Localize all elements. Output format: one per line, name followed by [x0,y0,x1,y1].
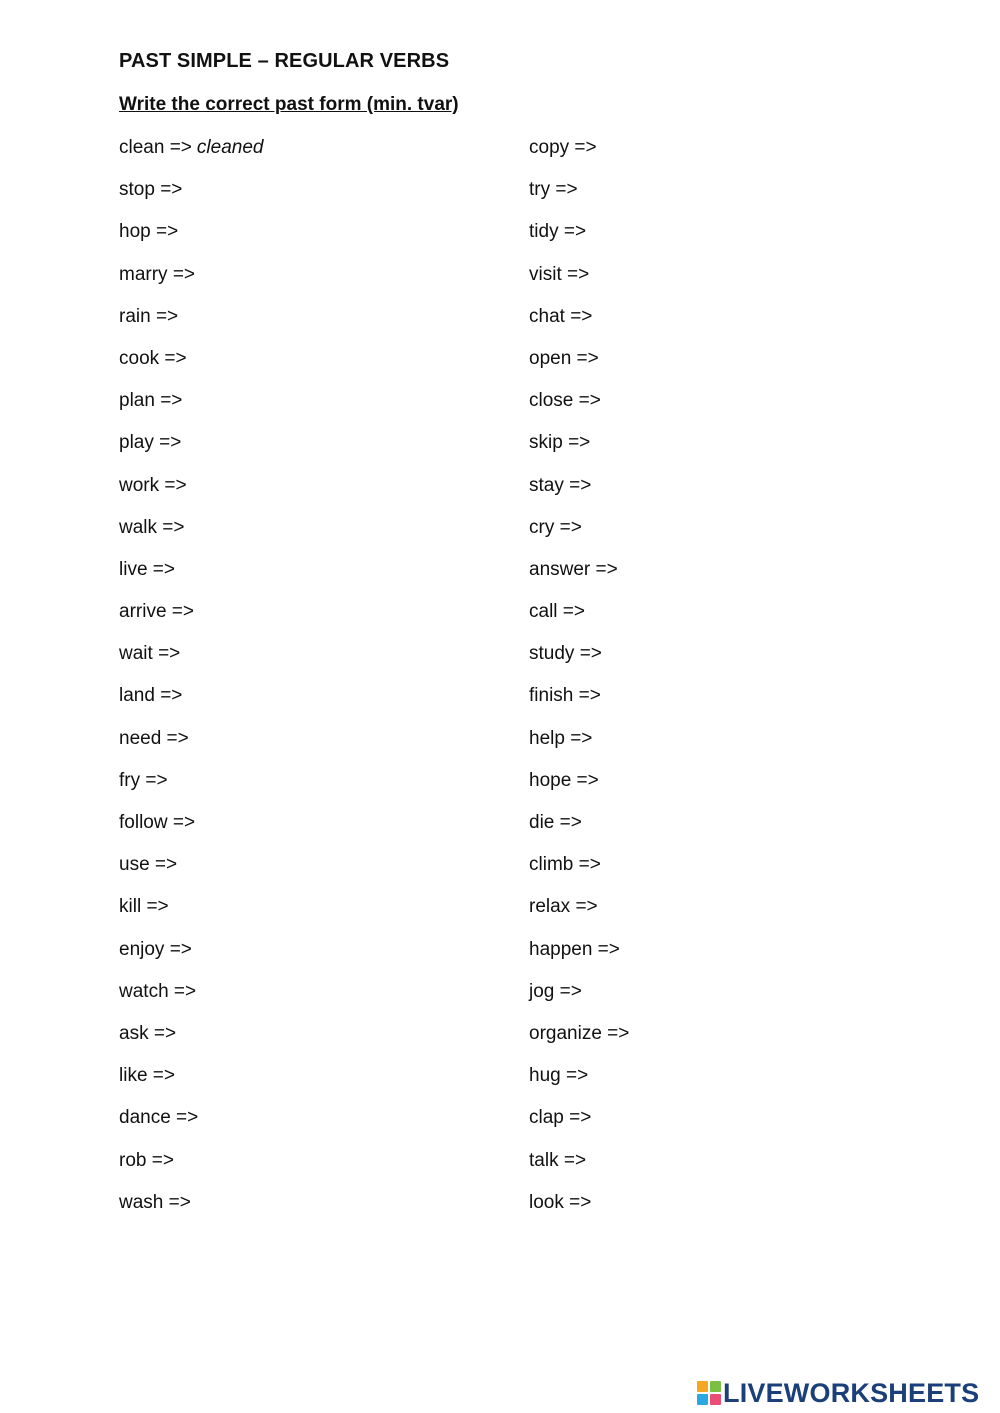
answer-field[interactable] [585,599,655,621]
answer-field[interactable] [591,473,661,495]
verb-prompt: chat => [529,305,593,327]
verb-prompt: kill => [119,896,169,918]
answer-field[interactable] [597,135,667,157]
verb-item [119,473,268,515]
answer-field[interactable] [196,979,266,1001]
left-verb-column [119,135,268,1232]
answer-field[interactable] [187,473,257,495]
answer-field[interactable] [578,177,648,199]
verb-item [119,515,268,557]
verb-prompt: die => [529,812,582,833]
answer-field[interactable] [586,1148,656,1170]
verb-item [529,979,699,1021]
verb-prompt: hope => [529,769,599,791]
verb-item [119,346,268,388]
verb-item [119,304,268,346]
verb-prompt: copy => [529,137,597,158]
verb-item [529,1105,699,1147]
verb-prompt: happen => [529,938,620,960]
verb-item [119,262,268,304]
verb-prompt: play => [119,432,182,454]
verb-prompt: live => [119,558,175,580]
answer-field[interactable] [180,641,250,663]
answer-field[interactable] [169,894,239,916]
answer-field[interactable] [601,388,671,410]
answer-field[interactable] [591,1105,661,1127]
verb-prompt: plan => [119,390,183,412]
answer-field[interactable] [184,515,254,537]
verb-prompt: hug => [529,1065,589,1087]
example-answer: cleaned [196,137,264,158]
verb-prompt: open => [529,347,599,369]
verb-prompt: stop => [119,179,183,201]
answer-field[interactable] [177,852,247,874]
verb-item [119,177,268,219]
verb-item [529,1190,699,1232]
verb-prompt: wait => [119,643,181,665]
verb-prompt: fry => [119,769,168,791]
verb-item [529,430,699,472]
verb-prompt: arrive => [119,601,194,623]
verb-prompt: follow => [119,812,196,833]
verb-item [529,683,699,725]
liveworksheets-logo [697,1377,979,1409]
answer-field[interactable] [178,219,248,241]
answer-field[interactable] [601,852,671,874]
verb-item [529,726,699,768]
verb-prompt: dance => [119,1107,199,1129]
verb-prompt: organize => [529,1022,630,1044]
answer-field[interactable] [620,937,690,959]
instructions: Write the correct past form (min. tvar) [119,94,459,115]
answer-field[interactable] [586,219,656,241]
verb-item [529,177,699,219]
verb-prompt: ask => [119,1022,177,1044]
verb-item [119,219,268,261]
verb-item [529,894,699,936]
verb-item [529,219,699,261]
answer-field[interactable] [195,810,265,832]
answer-field[interactable] [187,346,257,368]
liveworksheets-logo-icon [697,1381,721,1405]
verb-item [119,979,268,1021]
verb-prompt: jog => [529,980,582,1002]
verb-prompt: enjoy => [119,938,192,960]
verb-prompt: relax => [529,896,598,918]
verb-prompt: answer => [529,558,618,580]
right-verb-column [529,135,699,1232]
answer-field[interactable] [182,683,252,705]
answer-field[interactable] [599,346,669,368]
answer-field[interactable] [591,1190,661,1212]
verb-prompt: climb => [529,854,601,876]
verb-item [119,768,268,810]
verb-item [529,473,699,515]
verb-prompt: rain => [119,305,179,327]
answer-field[interactable] [189,726,259,748]
answer-field[interactable] [589,262,659,284]
answer-field[interactable] [178,304,248,326]
verb-item [119,1190,268,1232]
answer-field[interactable] [629,1021,699,1043]
answer-field[interactable] [182,177,252,199]
verb-prompt: marry => [119,263,196,285]
verb-prompt: close => [529,390,601,412]
verb-prompt: visit => [529,263,590,285]
verb-item [529,641,699,683]
verb-item [119,726,268,768]
answer-field[interactable] [599,768,669,790]
answer-field[interactable] [176,1021,246,1043]
verb-item [529,515,699,557]
verb-item [119,388,268,430]
page-title: PAST SIMPLE – REGULAR VERBS [119,50,450,72]
answer-field[interactable] [174,1148,244,1170]
verb-item [529,810,699,852]
verb-item [119,1021,268,1063]
answer-field[interactable] [191,1190,261,1212]
verb-item [529,599,699,641]
answer-field[interactable] [582,515,652,537]
verb-item [529,135,699,177]
verb-prompt: cook => [119,347,187,369]
verb-prompt: skip => [529,432,591,454]
verb-prompt: finish => [529,685,601,707]
verb-item [119,430,268,472]
verb-item [119,683,268,725]
verb-item [529,1148,699,1190]
verb-item [119,135,268,177]
answer-field[interactable] [602,641,672,663]
answer-field[interactable] [194,599,264,621]
answer-field[interactable] [182,388,252,410]
answer-field[interactable] [582,810,652,832]
verb-prompt: walk => [119,516,185,538]
answer-field[interactable] [192,937,262,959]
verb-prompt: land => [119,685,183,707]
verb-prompt: tidy => [529,221,587,243]
verb-item [119,852,268,894]
verb-prompt: work => [119,474,187,496]
verb-item [529,937,699,979]
verb-item [529,852,699,894]
verb-item [119,1063,268,1105]
answer-field[interactable] [592,726,662,748]
verb-prompt: help => [529,727,593,749]
answer-field[interactable] [168,768,238,790]
answer-field[interactable] [590,430,660,452]
logo-text: LIVEWORKSHEETS [723,1377,980,1408]
verb-item [529,1021,699,1063]
verb-prompt: cry => [529,516,582,538]
answer-field[interactable] [181,430,251,452]
verb-item [119,1148,268,1190]
answer-field[interactable] [588,1063,658,1085]
verb-prompt: clean => [119,137,192,158]
answer-field[interactable] [175,557,245,579]
answer-field[interactable] [592,304,662,326]
answer-field[interactable] [598,894,668,916]
verb-item [119,557,268,599]
verb-item [119,641,268,683]
verb-prompt: call => [529,601,585,623]
answer-field[interactable] [601,683,671,705]
verb-item [529,346,699,388]
verb-item [529,388,699,430]
verb-prompt: watch => [119,980,197,1002]
verb-prompt: try => [529,179,578,201]
answer-field[interactable] [618,557,688,579]
verb-prompt: use => [119,854,178,876]
verb-prompt: talk => [529,1149,587,1171]
verb-item [119,894,268,936]
verb-prompt: stay => [529,474,592,496]
verb-prompt: study => [529,643,602,665]
answer-field[interactable] [582,979,652,1001]
verb-prompt: hop => [119,221,179,243]
verb-item [119,599,268,641]
verb-item [529,304,699,346]
verb-item [119,937,268,979]
answer-field[interactable] [198,1105,268,1127]
verb-item [529,557,699,599]
answer-field[interactable] [195,262,265,284]
verb-prompt: need => [119,727,189,749]
verb-item [529,768,699,810]
verb-prompt: look => [529,1191,592,1213]
answer-field[interactable] [175,1063,245,1085]
verb-item [119,1105,268,1147]
verb-item [529,1063,699,1105]
verb-prompt: clap => [529,1107,592,1129]
verb-prompt: wash => [119,1191,191,1213]
verb-item [119,810,268,852]
verb-item [529,262,699,304]
verb-prompt: like => [119,1065,175,1087]
verb-prompt: rob => [119,1149,174,1171]
